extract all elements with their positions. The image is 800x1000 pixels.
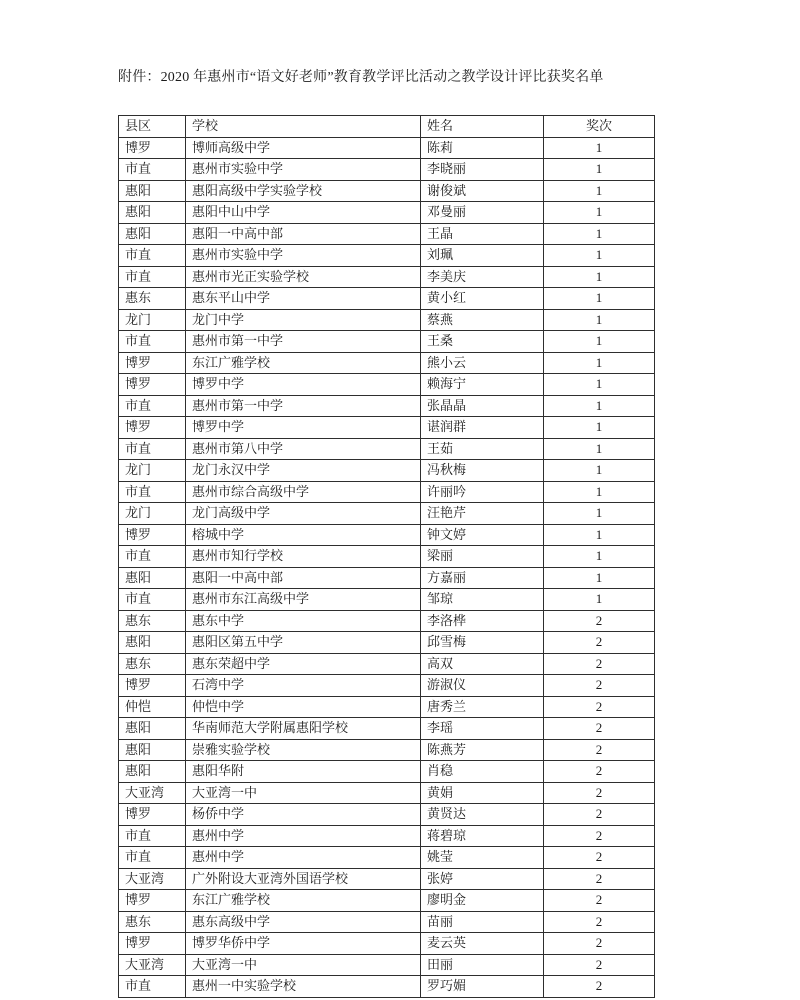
cell-district: 惠阳	[119, 223, 186, 245]
cell-district: 大亚湾	[119, 954, 186, 976]
table-row	[119, 374, 655, 396]
cell-school: 东江广雅学校	[186, 890, 421, 912]
header-award: 奖次	[544, 116, 655, 138]
cell-district: 惠东	[119, 288, 186, 310]
cell-name: 黄娟	[421, 782, 544, 804]
cell-name: 张晶晶	[421, 395, 544, 417]
cell-district: 博罗	[119, 137, 186, 159]
table-row	[119, 782, 655, 804]
cell-district: 市直	[119, 438, 186, 460]
cell-district: 博罗	[119, 374, 186, 396]
table-row	[119, 653, 655, 675]
cell-school: 博罗中学	[186, 417, 421, 439]
cell-award: 2	[544, 911, 655, 933]
table-row	[119, 288, 655, 310]
header-name: 姓名	[421, 116, 544, 138]
table-row	[119, 546, 655, 568]
cell-award: 1	[544, 567, 655, 589]
cell-award: 1	[544, 352, 655, 374]
cell-district: 惠东	[119, 911, 186, 933]
table-row	[119, 137, 655, 159]
cell-name: 姚莹	[421, 847, 544, 869]
cell-school: 惠阳中山中学	[186, 202, 421, 224]
cell-name: 邓曼丽	[421, 202, 544, 224]
cell-award: 1	[544, 481, 655, 503]
table-row	[119, 761, 655, 783]
cell-school: 龙门中学	[186, 309, 421, 331]
cell-award: 1	[544, 374, 655, 396]
cell-district: 惠阳	[119, 761, 186, 783]
table-row	[119, 460, 655, 482]
table-row	[119, 804, 655, 826]
table-row	[119, 954, 655, 976]
cell-award: 2	[544, 868, 655, 890]
table-row	[119, 481, 655, 503]
cell-award: 2	[544, 804, 655, 826]
cell-award: 2	[544, 739, 655, 761]
cell-school: 大亚湾一中	[186, 782, 421, 804]
cell-name: 王桑	[421, 331, 544, 353]
cell-district: 博罗	[119, 417, 186, 439]
table-row	[119, 223, 655, 245]
cell-school: 惠州市第八中学	[186, 438, 421, 460]
cell-award: 1	[544, 417, 655, 439]
cell-award: 2	[544, 847, 655, 869]
cell-name: 熊小云	[421, 352, 544, 374]
cell-district: 博罗	[119, 933, 186, 955]
cell-district: 龙门	[119, 309, 186, 331]
cell-school: 杨侨中学	[186, 804, 421, 826]
cell-district: 博罗	[119, 675, 186, 697]
cell-district: 市直	[119, 546, 186, 568]
cell-award: 2	[544, 610, 655, 632]
table-row	[119, 739, 655, 761]
cell-name: 陈莉	[421, 137, 544, 159]
cell-school: 惠东荣超中学	[186, 653, 421, 675]
cell-name: 李美庆	[421, 266, 544, 288]
cell-award: 1	[544, 180, 655, 202]
cell-name: 肖稳	[421, 761, 544, 783]
cell-school: 大亚湾一中	[186, 954, 421, 976]
cell-award: 1	[544, 266, 655, 288]
cell-award: 1	[544, 395, 655, 417]
table-row	[119, 266, 655, 288]
cell-award: 2	[544, 782, 655, 804]
cell-award: 2	[544, 976, 655, 998]
cell-district: 市直	[119, 245, 186, 267]
cell-school: 东江广雅学校	[186, 352, 421, 374]
table-row	[119, 976, 655, 998]
table-row	[119, 911, 655, 933]
cell-name: 冯秋梅	[421, 460, 544, 482]
cell-school: 惠东中学	[186, 610, 421, 632]
cell-award: 2	[544, 718, 655, 740]
cell-district: 市直	[119, 266, 186, 288]
cell-school: 惠阳一中高中部	[186, 567, 421, 589]
cell-school: 石湾中学	[186, 675, 421, 697]
cell-school: 惠州市综合高级中学	[186, 481, 421, 503]
header-row	[119, 116, 655, 138]
cell-name: 苗丽	[421, 911, 544, 933]
cell-school: 惠阳区第五中学	[186, 632, 421, 654]
cell-name: 李晓丽	[421, 159, 544, 181]
header-school: 学校	[186, 116, 421, 138]
cell-school: 惠州市第一中学	[186, 331, 421, 353]
awards-table-body	[119, 137, 655, 997]
cell-district: 惠阳	[119, 739, 186, 761]
cell-district: 市直	[119, 976, 186, 998]
table-row	[119, 890, 655, 912]
cell-name: 蒋碧琼	[421, 825, 544, 847]
cell-district: 市直	[119, 395, 186, 417]
cell-school: 惠阳一中高中部	[186, 223, 421, 245]
awards-table	[118, 115, 655, 998]
cell-school: 惠州市光正实验学校	[186, 266, 421, 288]
cell-school: 仲恺中学	[186, 696, 421, 718]
table-row	[119, 417, 655, 439]
cell-award: 1	[544, 438, 655, 460]
table-row	[119, 632, 655, 654]
cell-school: 龙门高级中学	[186, 503, 421, 525]
cell-district: 惠阳	[119, 180, 186, 202]
cell-award: 1	[544, 159, 655, 181]
table-row	[119, 696, 655, 718]
cell-name: 廖明金	[421, 890, 544, 912]
cell-name: 黄小红	[421, 288, 544, 310]
cell-district: 大亚湾	[119, 782, 186, 804]
cell-school: 广外附设大亚湾外国语学校	[186, 868, 421, 890]
cell-school: 惠东平山中学	[186, 288, 421, 310]
cell-school: 华南师范大学附属惠阳学校	[186, 718, 421, 740]
cell-school: 惠州市东江高级中学	[186, 589, 421, 611]
cell-award: 2	[544, 632, 655, 654]
cell-district: 大亚湾	[119, 868, 186, 890]
table-row	[119, 438, 655, 460]
cell-award: 1	[544, 460, 655, 482]
cell-school: 龙门永汉中学	[186, 460, 421, 482]
cell-district: 惠阳	[119, 202, 186, 224]
cell-award: 2	[544, 954, 655, 976]
table-row	[119, 180, 655, 202]
cell-district: 惠阳	[119, 718, 186, 740]
cell-district: 博罗	[119, 804, 186, 826]
cell-name: 李洛桦	[421, 610, 544, 632]
cell-award: 1	[544, 546, 655, 568]
table-row	[119, 395, 655, 417]
cell-name: 邱雪梅	[421, 632, 544, 654]
cell-district: 博罗	[119, 524, 186, 546]
cell-name: 钟文婷	[421, 524, 544, 546]
cell-name: 梁丽	[421, 546, 544, 568]
cell-school: 惠阳高级中学实验学校	[186, 180, 421, 202]
table-row	[119, 245, 655, 267]
table-row	[119, 610, 655, 632]
cell-school: 惠州市第一中学	[186, 395, 421, 417]
table-row	[119, 524, 655, 546]
table-row	[119, 567, 655, 589]
table-row	[119, 847, 655, 869]
cell-name: 麦云英	[421, 933, 544, 955]
cell-name: 唐秀兰	[421, 696, 544, 718]
cell-award: 2	[544, 696, 655, 718]
table-row	[119, 202, 655, 224]
cell-district: 博罗	[119, 352, 186, 374]
cell-award: 1	[544, 223, 655, 245]
cell-district: 惠阳	[119, 567, 186, 589]
table-row	[119, 159, 655, 181]
cell-name: 谌润群	[421, 417, 544, 439]
cell-school: 惠阳华附	[186, 761, 421, 783]
cell-name: 黄贤达	[421, 804, 544, 826]
table-row	[119, 352, 655, 374]
table-row	[119, 718, 655, 740]
cell-district: 市直	[119, 331, 186, 353]
cell-name: 陈燕芳	[421, 739, 544, 761]
cell-school: 博师高级中学	[186, 137, 421, 159]
cell-award: 2	[544, 761, 655, 783]
cell-award: 2	[544, 675, 655, 697]
cell-district: 惠东	[119, 653, 186, 675]
cell-award: 1	[544, 288, 655, 310]
cell-name: 刘珮	[421, 245, 544, 267]
cell-district: 市直	[119, 847, 186, 869]
cell-award: 1	[544, 503, 655, 525]
cell-award: 2	[544, 933, 655, 955]
table-row	[119, 331, 655, 353]
cell-name: 汪艳芹	[421, 503, 544, 525]
cell-district: 博罗	[119, 890, 186, 912]
cell-award: 2	[544, 653, 655, 675]
awards-table-header	[119, 116, 655, 138]
cell-name: 王晶	[421, 223, 544, 245]
header-district: 县区	[119, 116, 186, 138]
cell-district: 龙门	[119, 460, 186, 482]
table-row	[119, 825, 655, 847]
cell-school: 博罗华侨中学	[186, 933, 421, 955]
cell-name: 高双	[421, 653, 544, 675]
table-row	[119, 675, 655, 697]
cell-award: 1	[544, 245, 655, 267]
cell-name: 罗巧媚	[421, 976, 544, 998]
cell-name: 邹琼	[421, 589, 544, 611]
cell-district: 市直	[119, 159, 186, 181]
cell-district: 惠东	[119, 610, 186, 632]
cell-name: 方嘉丽	[421, 567, 544, 589]
cell-school: 博罗中学	[186, 374, 421, 396]
cell-school: 惠州中学	[186, 847, 421, 869]
table-row	[119, 868, 655, 890]
cell-name: 李瑶	[421, 718, 544, 740]
cell-award: 1	[544, 137, 655, 159]
cell-name: 许丽吟	[421, 481, 544, 503]
cell-district: 仲恺	[119, 696, 186, 718]
cell-award: 1	[544, 202, 655, 224]
cell-name: 蔡燕	[421, 309, 544, 331]
document-title: 附件：2020 年惠州市“语文好老师”教育教学评比活动之教学设计评比获奖名单	[118, 70, 604, 85]
cell-district: 市直	[119, 589, 186, 611]
cell-name: 田丽	[421, 954, 544, 976]
cell-name: 张婷	[421, 868, 544, 890]
cell-award: 2	[544, 890, 655, 912]
cell-name: 赖海宁	[421, 374, 544, 396]
cell-school: 惠州一中实验学校	[186, 976, 421, 998]
cell-award: 1	[544, 309, 655, 331]
table-row	[119, 589, 655, 611]
cell-school: 惠州中学	[186, 825, 421, 847]
cell-award: 1	[544, 331, 655, 353]
cell-name: 游淑仪	[421, 675, 544, 697]
cell-district: 市直	[119, 481, 186, 503]
cell-award: 2	[544, 825, 655, 847]
table-row	[119, 503, 655, 525]
cell-district: 龙门	[119, 503, 186, 525]
cell-district: 市直	[119, 825, 186, 847]
cell-school: 惠州市实验中学	[186, 159, 421, 181]
table-row	[119, 309, 655, 331]
cell-district: 惠阳	[119, 632, 186, 654]
cell-school: 惠州市实验中学	[186, 245, 421, 267]
cell-award: 1	[544, 524, 655, 546]
cell-name: 谢俊斌	[421, 180, 544, 202]
cell-school: 惠州市知行学校	[186, 546, 421, 568]
cell-school: 惠东高级中学	[186, 911, 421, 933]
cell-award: 1	[544, 589, 655, 611]
table-row	[119, 933, 655, 955]
cell-name: 王茹	[421, 438, 544, 460]
cell-school: 榕城中学	[186, 524, 421, 546]
cell-school: 崇雅实验学校	[186, 739, 421, 761]
